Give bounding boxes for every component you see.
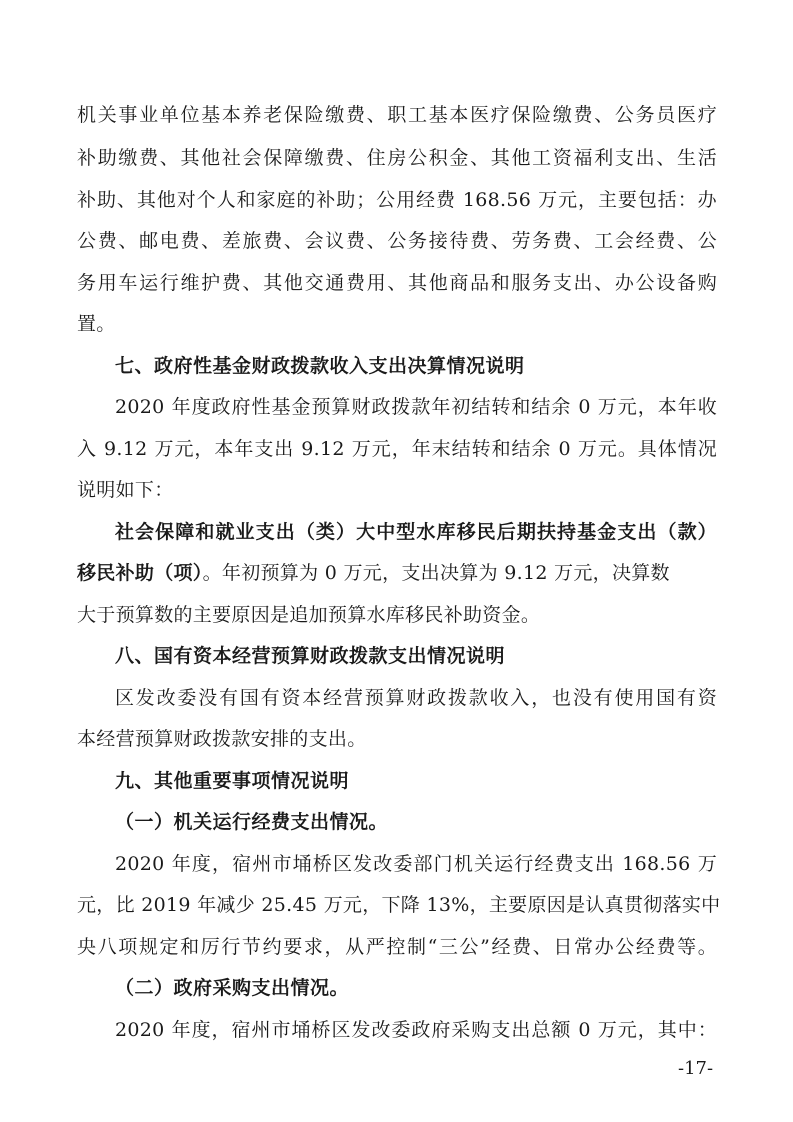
body-text-line: 入 9.12 万元，本年支出 9.12 万元，年末结转和结余 0 万元。具体情况	[77, 438, 717, 460]
body-text-line: 2020 年度政府性基金预算财政拨款年初结转和结余 0 万元，本年收	[115, 396, 717, 418]
body-text-span: 。年初预算为 0 万元，支出决算为 9.12 万元，决算数	[202, 562, 670, 584]
section-heading-8: 八、国有资本经营预算财政拨款支出情况说明	[115, 645, 506, 667]
body-text-line: 本经营预算财政拨款安排的支出。	[77, 728, 367, 750]
subsection-heading-1: （一）机关运行经费支出情况。	[115, 811, 389, 833]
body-text-line: 置。	[77, 313, 116, 335]
body-text-line: 补助缴费、其他社会保障缴费、住房公积金、其他工资福利支出、生活	[77, 147, 717, 169]
body-text-line: 区发改委没有国有资本经营预算财政拨款收入，也没有使用国有资	[115, 687, 717, 709]
section-heading-7: 七、政府性基金财政拨款收入支出决算情况说明	[115, 355, 525, 377]
body-text-line: 务用车运行维护费、其他交通费用、其他商品和服务支出、办公设备购	[77, 272, 717, 294]
body-text-line: 公费、邮电费、差旅费、会议费、公务接待费、劳务费、工会经费、公	[77, 230, 717, 252]
subsection-heading-2: （二）政府采购支出情况。	[115, 977, 350, 999]
body-text-line: 补助、其他对个人和家庭的补助；公用经费 168.56 万元，主要包括：办	[77, 189, 717, 211]
body-text-line: 说明如下：	[77, 479, 174, 501]
body-text-line: 元，比 2019 年减少 25.45 万元，下降 13%，主要原因是认真贯彻落实中	[77, 894, 721, 916]
page-number: -17-	[678, 1058, 714, 1079]
mixed-text-line	[77, 560, 717, 586]
body-text-line: 机关事业单位基本养老保险缴费、职工基本医疗保险缴费、公务员医疗	[77, 104, 717, 126]
body-text-line: 央八项规定和厉行节约要求，从严控制“三公”经费、日常办公经费等。	[77, 936, 717, 958]
body-text-line: 2020 年度，宿州市埇桥区发改委部门机关运行经费支出 168.56 万	[115, 853, 717, 875]
bold-text-line: 社会保障和就业支出（类）大中型水库移民后期扶持基金支出（款）	[115, 521, 717, 543]
body-text-line: 2020 年度，宿州市埇桥区发改委政府采购支出总额 0 万元，其中：	[115, 1019, 717, 1041]
body-text-line: 大于预算数的主要原因是追加预算水库移民补助资金。	[77, 604, 541, 626]
section-heading-9: 九、其他重要事项情况说明	[115, 770, 350, 792]
bold-text-span: 移民补助（项）	[77, 562, 203, 584]
